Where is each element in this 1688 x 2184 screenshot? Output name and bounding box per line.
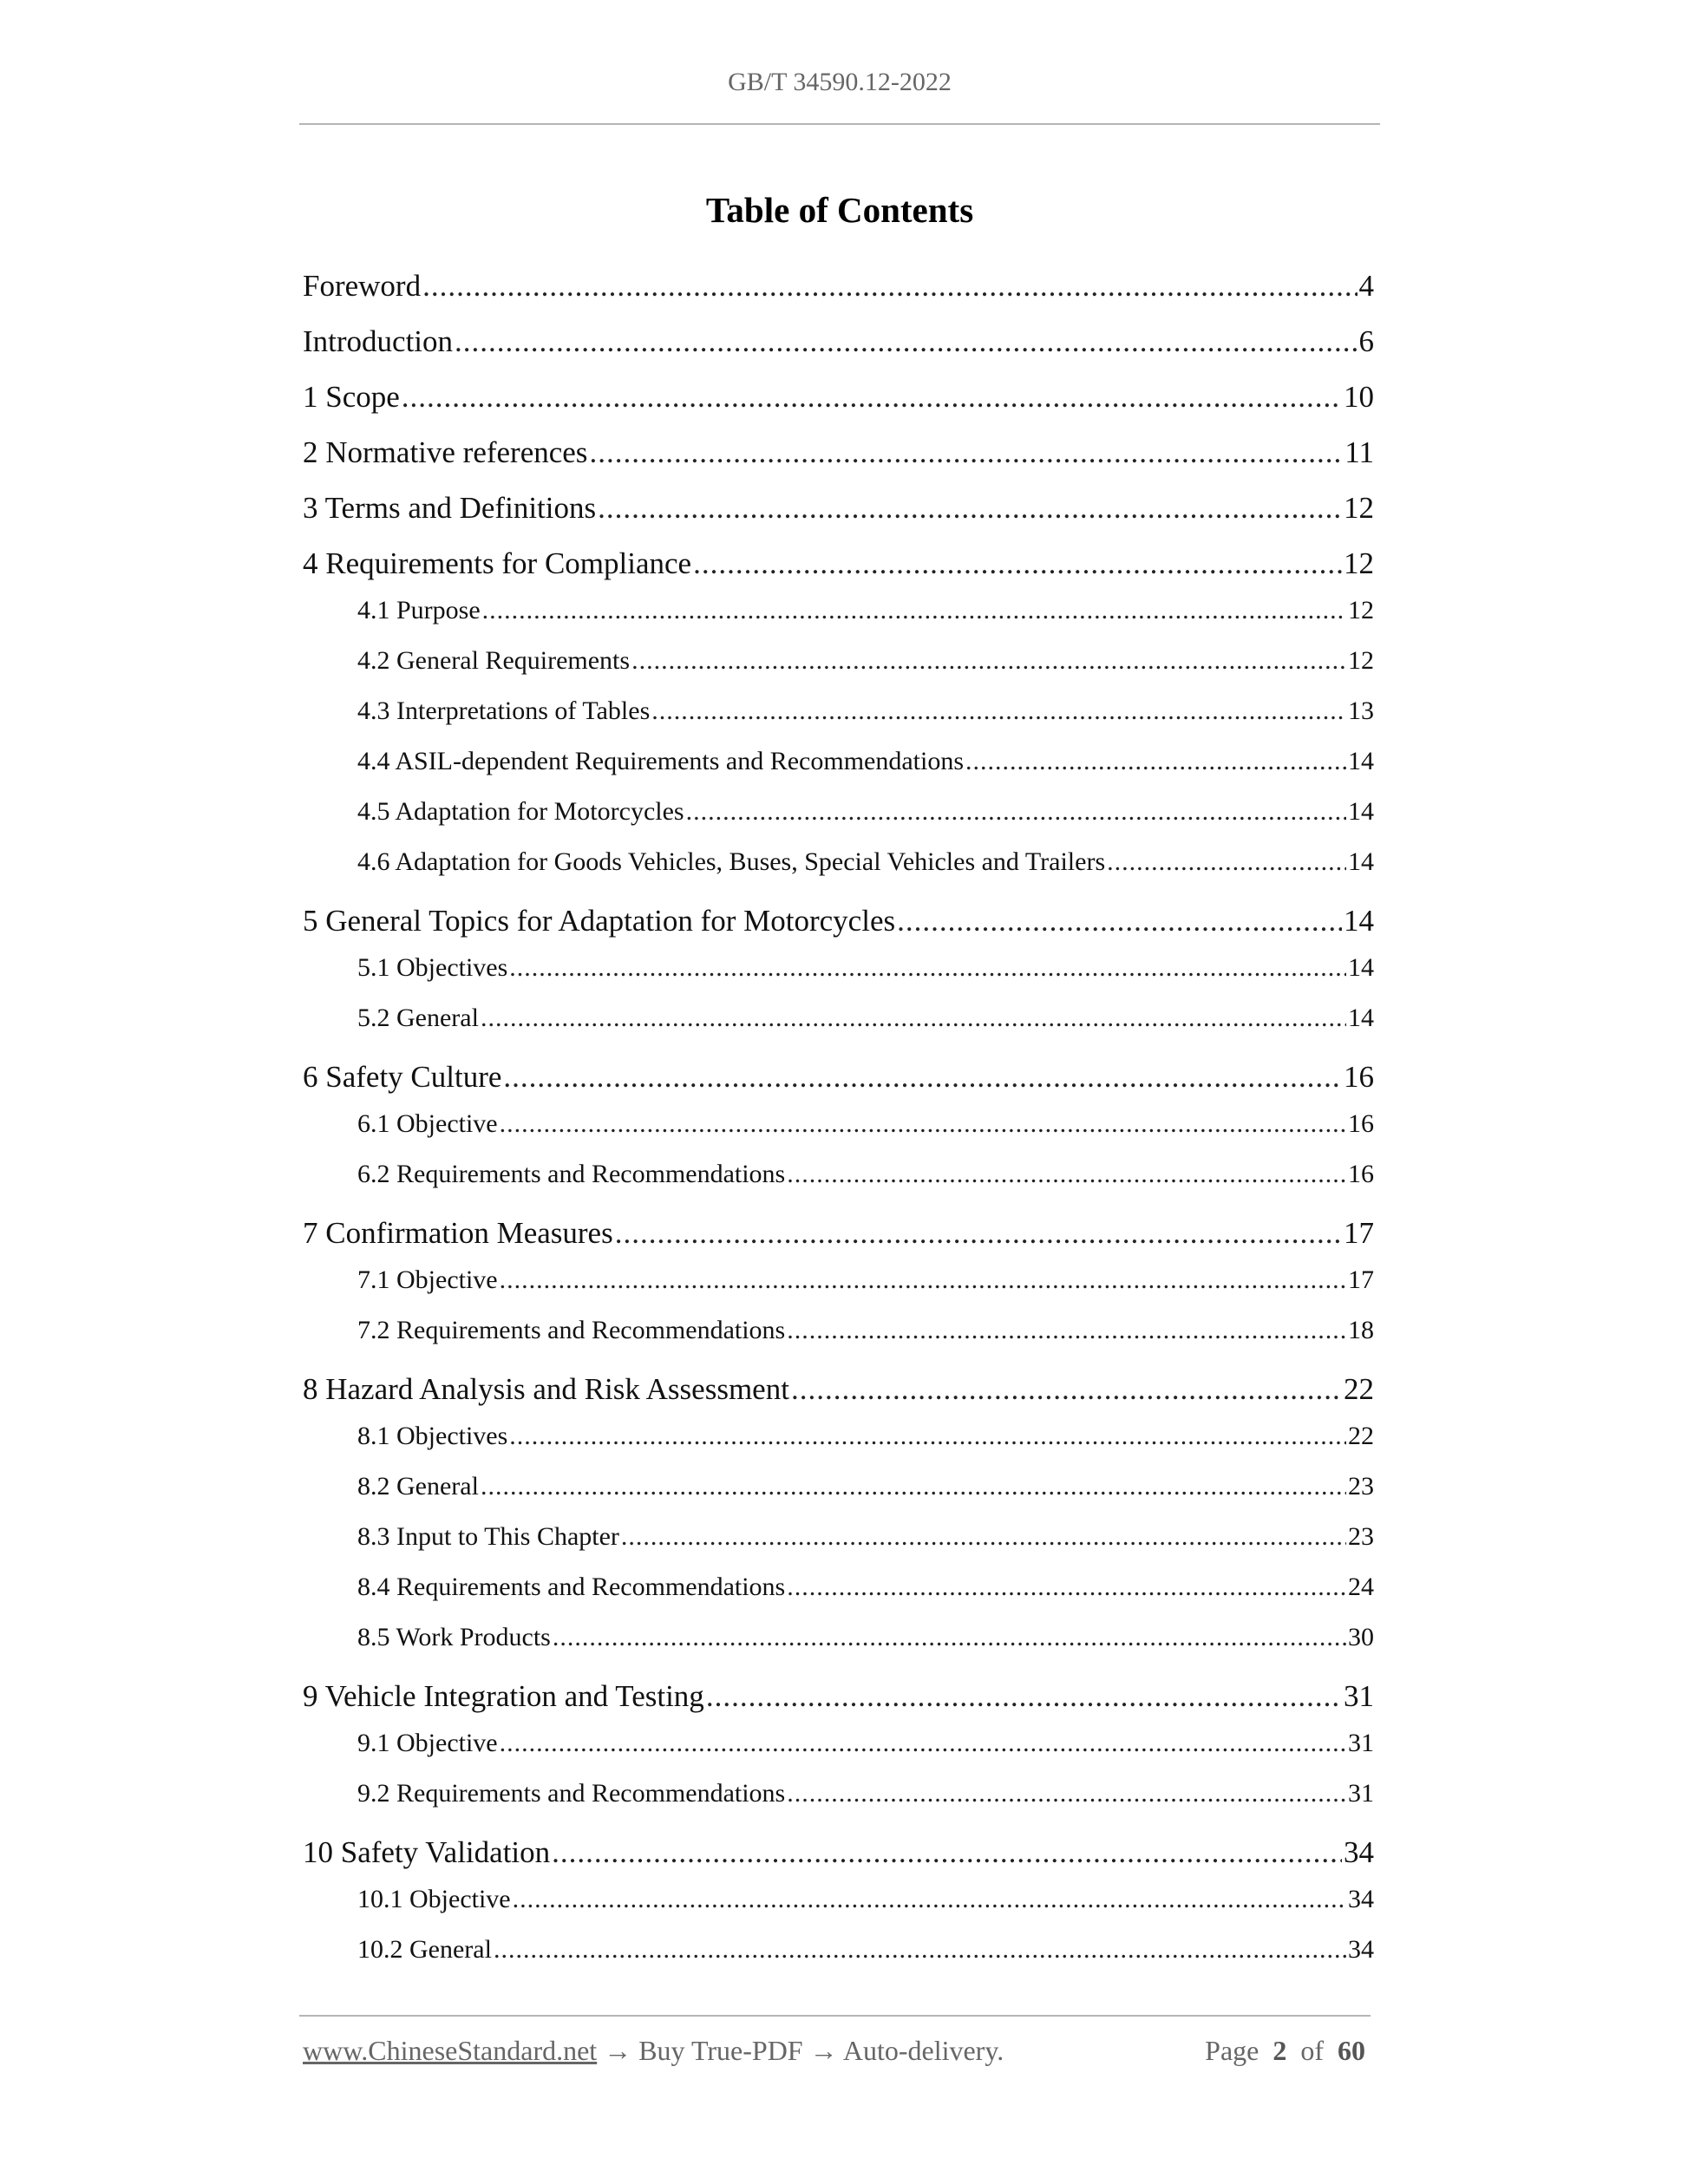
header-divider [299,123,1380,125]
toc-entry-label: 4.1 Purpose [357,596,481,624]
toc-entry-label: 4.5 Adaptation for Motorcycles [357,797,684,826]
toc-entry[interactable] [357,797,1374,827]
toc-entry-label: Foreword [303,269,422,303]
toc-leader-dots [706,1679,1342,1714]
toc-entry-label: 6 Safety Culture [303,1060,502,1094]
toc-leader-dots [481,1472,1346,1501]
toc-leader-dots [897,904,1342,938]
toc-entry-label: 4.3 Interpretations of Tables [357,696,651,725]
toc-entry-page: 24 [1348,1573,1374,1601]
toc-entry-label: 7.2 Requirements and Recommendations [357,1316,786,1344]
toc-entry[interactable] [303,435,1374,470]
toc-entry[interactable] [303,1835,1374,1870]
toc-entry[interactable] [357,1160,1374,1189]
toc-entry[interactable] [357,646,1374,676]
toc-entry-page: 11 [1345,435,1374,469]
toc-leader-dots [402,380,1342,415]
toc-entry-page: 14 [1348,953,1374,982]
toc-entry[interactable] [357,953,1374,983]
toc-entry-page: 14 [1344,904,1374,938]
toc-entry-page: 22 [1344,1372,1374,1406]
toc-entry-label: 5.2 General [357,1004,479,1032]
toc-entry-page: 16 [1348,1109,1374,1138]
toc-entry[interactable] [357,1265,1374,1295]
toc-entry[interactable] [357,1623,1374,1652]
toc-entry-label: 7 Confirmation Measures [303,1216,613,1250]
toc-entry-page: 17 [1348,1265,1374,1294]
toc-entry-label: 8.3 Input to This Chapter [357,1522,619,1551]
toc-entry-label: 9.1 Objective [357,1729,498,1757]
toc-leader-dots [791,1372,1342,1407]
toc-entry[interactable] [357,1935,1374,1965]
toc-entry[interactable] [303,1372,1374,1407]
toc-title: Table of Contents [705,190,974,230]
toc-entry-page: 14 [1348,747,1374,775]
toc-entry-label: 8.5 Work Products [357,1623,551,1651]
toc-entry-label: 1 Scope [303,380,400,414]
toc-entry[interactable] [303,1060,1374,1095]
toc-entry-page: 34 [1348,1885,1374,1913]
toc-entry-label: 4.2 General Requirements [357,646,631,675]
toc-entry-label: 4.6 Adaptation for Goods Vehicles, Buses, Special Vehicles and Trailers [357,847,1106,876]
toc-entry[interactable] [357,1472,1374,1501]
toc-entry[interactable] [357,596,1374,625]
toc-entry[interactable] [357,747,1374,776]
toc-entry-page: 34 [1348,1935,1374,1964]
toc-entry[interactable] [357,847,1374,877]
toc-entry-label: 9.2 Requirements and Recommendations [357,1779,786,1808]
toc-leader-dots [509,953,1346,983]
toc-leader-dots [500,1109,1346,1139]
toc-entry-page: 16 [1344,1060,1374,1094]
toc-entry-label: 10 Safety Validation [303,1835,551,1869]
toc-leader-dots [787,1779,1346,1808]
toc-entry[interactable] [303,324,1374,359]
toc-leader-dots [965,747,1346,776]
toc-entry[interactable] [303,491,1374,526]
toc-entry-label: Introduction [303,324,454,358]
toc-entry-label: 6.2 Requirements and Recommendations [357,1160,786,1188]
toc-leader-dots [513,1885,1346,1914]
toc-entry-label: 3 Terms and Definitions [303,491,597,525]
website-link[interactable]: www.ChineseStandard.net [303,2035,598,2066]
toc-entry[interactable] [357,1109,1374,1139]
toc-leader-dots [615,1216,1342,1251]
toc-leader-dots [494,1935,1346,1965]
toc-entry-page: 18 [1348,1316,1374,1344]
toc-leader-dots [787,1316,1346,1345]
toc-leader-dots [693,546,1342,581]
toc-entry-label: 8.4 Requirements and Recommendations [357,1573,786,1601]
toc-entry-label: 9 Vehicle Integration and Testing [303,1679,704,1713]
toc-leader-dots [787,1160,1346,1189]
toc-entry-page: 14 [1348,797,1374,826]
footer-tagline: → Buy True-PDF → Auto-delivery. [597,2035,1004,2066]
toc-entry-label: 6.1 Objective [357,1109,498,1138]
toc-entry[interactable] [303,269,1374,304]
toc-entry-page: 23 [1348,1522,1374,1551]
toc-entry[interactable] [357,1522,1374,1552]
toc-leader-dots [686,797,1346,827]
toc-entry-label: 8.2 General [357,1472,479,1501]
toc-leader-dots [651,696,1346,726]
page-header: GB/T 34590.12-2022 [728,68,952,96]
toc-entry-page: 14 [1348,847,1374,876]
total-page-count: 60 [1338,2035,1365,2066]
toc-entry[interactable] [357,696,1374,726]
toc-entry[interactable] [303,1679,1374,1714]
toc-entry-page: 12 [1348,596,1374,624]
toc-leader-dots [503,1060,1342,1095]
toc-entry-page: 13 [1348,696,1374,725]
current-page-number: 2 [1273,2035,1287,2066]
toc-leader-dots [500,1265,1346,1295]
toc-entry[interactable] [357,1316,1374,1345]
toc-leader-dots [552,1835,1342,1870]
page-word: Page [1205,2035,1259,2066]
toc-entry-page: 10 [1344,380,1374,414]
toc-entry[interactable] [303,546,1374,581]
toc-entry[interactable] [357,1004,1374,1033]
toc-entry[interactable] [357,1885,1374,1914]
toc-entry-page: 12 [1344,546,1374,580]
page-footer [303,2035,1365,2067]
toc-leader-dots [481,1004,1346,1033]
toc-entry-page: 14 [1348,1004,1374,1032]
toc-entry[interactable] [303,380,1374,415]
toc-entry[interactable] [357,1779,1374,1808]
toc-entry[interactable] [357,1729,1374,1758]
toc-leader-dots [500,1729,1346,1758]
toc-entry-page: 4 [1358,269,1374,303]
toc-entry-label: 8.1 Objectives [357,1422,508,1450]
toc-entry-page: 16 [1348,1160,1374,1188]
toc-entry-page: 12 [1348,646,1374,675]
toc-leader-dots [621,1522,1346,1552]
toc-entry-label: 4 Requirements for Compliance [303,546,692,580]
toc-leader-dots [589,435,1343,470]
toc-entry-page: 17 [1344,1216,1374,1250]
toc-leader-dots [553,1623,1346,1652]
toc-leader-dots [455,324,1357,359]
toc-entry[interactable] [303,1216,1374,1251]
toc-entry-page: 12 [1344,491,1374,525]
toc-entry-page: 22 [1348,1422,1374,1450]
toc-entry-label: 10.2 General [357,1935,492,1964]
of-word: of [1300,2035,1324,2066]
toc-entry[interactable] [357,1422,1374,1451]
toc-leader-dots [1107,847,1346,877]
toc-leader-dots [787,1573,1346,1602]
toc-entry-label: 8 Hazard Analysis and Risk Assessment [303,1372,789,1406]
toc-entry-page: 34 [1344,1835,1374,1869]
toc-entry-page: 6 [1358,324,1374,358]
toc-entry-page: 30 [1348,1623,1374,1651]
toc-entry[interactable] [357,1573,1374,1602]
toc-leader-dots [482,596,1346,625]
toc-leader-dots [598,491,1342,526]
toc-entry-label: 5.1 Objectives [357,953,508,982]
page-indicator [1205,2035,1365,2067]
toc-leader-dots [509,1422,1346,1451]
toc-leader-dots [422,269,1357,304]
toc-entry-page: 31 [1348,1729,1374,1757]
toc-entry-page: 31 [1348,1779,1374,1808]
toc-entry-label: 4.4 ASIL-dependent Requirements and Recommendations [357,747,965,775]
toc-leader-dots [631,646,1346,676]
toc-entry[interactable] [303,904,1374,938]
toc-entry-page: 31 [1344,1679,1374,1713]
toc-entry-label: 2 Normative references [303,435,588,469]
toc-entry-label: 7.1 Objective [357,1265,498,1294]
toc-entry-label: 10.1 Objective [357,1885,511,1913]
toc-entry-label: 5 General Topics for Adaptation for Motorcycles [303,904,896,938]
toc-entry-page: 23 [1348,1472,1374,1501]
footer-divider [299,2015,1371,2017]
